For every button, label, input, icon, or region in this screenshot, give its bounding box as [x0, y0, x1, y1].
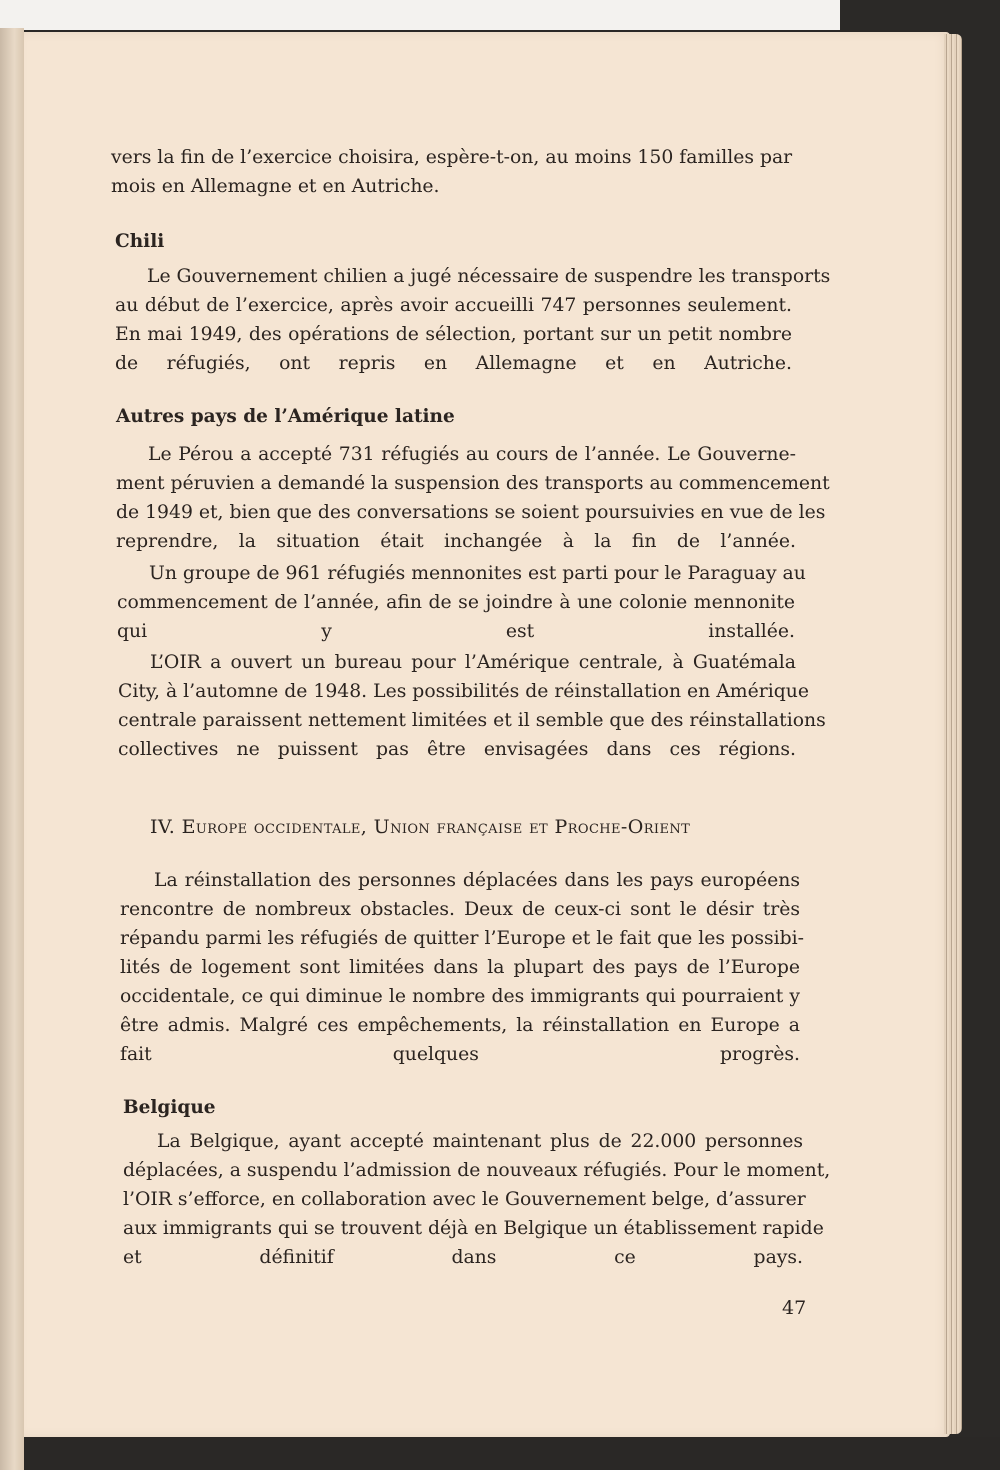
text-line: La Belgique, ayant accepté maintenant plus de 22.000 personnes — [157, 1131, 803, 1152]
heading-chili: Chili — [115, 231, 165, 252]
text-line: répandu parmi les réfugiés de quitter l’Europe et le fait que les possibi- — [120, 928, 804, 949]
text-line: de réfugiés, ont repris en Allemagne et en Autriche. — [115, 353, 792, 374]
text-line: fait quelques progrès. — [120, 1044, 800, 1065]
heading-belgique: Belgique — [123, 1097, 216, 1118]
belgique-paragraph — [123, 1127, 831, 1272]
text-line: déplacées, a suspendu l’admission de nouveaux réfugiés. Pour le moment, — [123, 1160, 831, 1181]
text-line: Un groupe de 961 réfugiés mennonites est parti pour le Paraguay au — [149, 563, 806, 584]
section-iv-paragraph — [120, 866, 804, 1069]
text-line: La réinstallation des personnes déplacées dans les pays européens — [154, 870, 800, 891]
text-line: de 1949 et, bien que des conversations se soient poursuivies en vue de les — [116, 502, 826, 523]
text-line: rencontre de nombreux obstacles. Deux de ceux-ci sont le désir très — [120, 899, 800, 920]
text-line: et définitif dans ce pays. — [123, 1247, 803, 1268]
latin-america-paragraph-1 — [116, 440, 830, 556]
text-line: être admis. Malgré ces empêchements, la réinstallation en Europe a — [120, 1015, 800, 1036]
text-line: occidentale, ce qui diminue le nombre des immigrants qui pourraient y — [120, 986, 800, 1007]
text-line: mois en Allemagne et en Autriche. — [111, 176, 440, 197]
text-line: au début de l’exercice, après avoir accueilli 747 personnes seulement. — [115, 295, 792, 316]
continuation-paragraph — [111, 143, 791, 201]
facing-page-edge — [0, 28, 24, 1470]
page-stack-edge — [944, 34, 962, 1434]
text-line: aux immigrants qui se trouvent déjà en Belgique un établissement rapide — [123, 1218, 824, 1239]
text-line: Le Gouvernement chilien a jugé nécessaire de suspendre les transports — [147, 266, 831, 287]
text-line: qui y est installée. — [117, 621, 795, 642]
heading-latin-america: Autres pays de l’Amérique latine — [116, 406, 455, 427]
section-title-iv: IV. Europe occidentale, Union française et Proche-Orient — [150, 816, 691, 838]
text-line: En mai 1949, des opérations de sélection, portant sur un petit nombre — [115, 324, 792, 345]
text-line: vers la fin de l’exercice choisira, espère-t-on, au moins 150 familles par — [111, 147, 793, 168]
text-line: Le Pérou a accepté 731 réfugiés au cours de l’année. Le Gouverne- — [148, 444, 796, 465]
latin-america-paragraph-3 — [118, 648, 826, 764]
text-line: collectives ne puissent pas être envisagées dans ces régions. — [118, 739, 796, 760]
text-line: lités de logement sont limitées dans la plupart des pays de l’Europe — [120, 957, 800, 978]
page-number: 47 — [782, 1297, 807, 1319]
text-line: reprendre, la situation était inchangée à la fin de l’année. — [116, 531, 796, 552]
text-line: commencement de l’année, afin de se joindre à une colonie mennonite — [117, 592, 795, 613]
text-line: l’OIR s’efforce, en collaboration avec le Gouvernement belge, d’assurer — [123, 1189, 806, 1210]
text-line: City, à l’automne de 1948. Les possibilités de réinstallation en Amérique — [118, 681, 809, 702]
chili-paragraph — [115, 262, 831, 378]
text-line: L’OIR a ouvert un bureau pour l’Amérique centrale, à Guatémala — [150, 652, 796, 673]
text-line: centrale paraissent nettement limitées et il semble que des réinstallations — [118, 710, 826, 731]
text-line: ment péruvien a demandé la suspension des transports au commencement — [116, 473, 830, 494]
latin-america-paragraph-2 — [117, 559, 806, 646]
scan-background-top — [0, 0, 840, 30]
scan-background-bottom — [24, 1437, 1000, 1470]
